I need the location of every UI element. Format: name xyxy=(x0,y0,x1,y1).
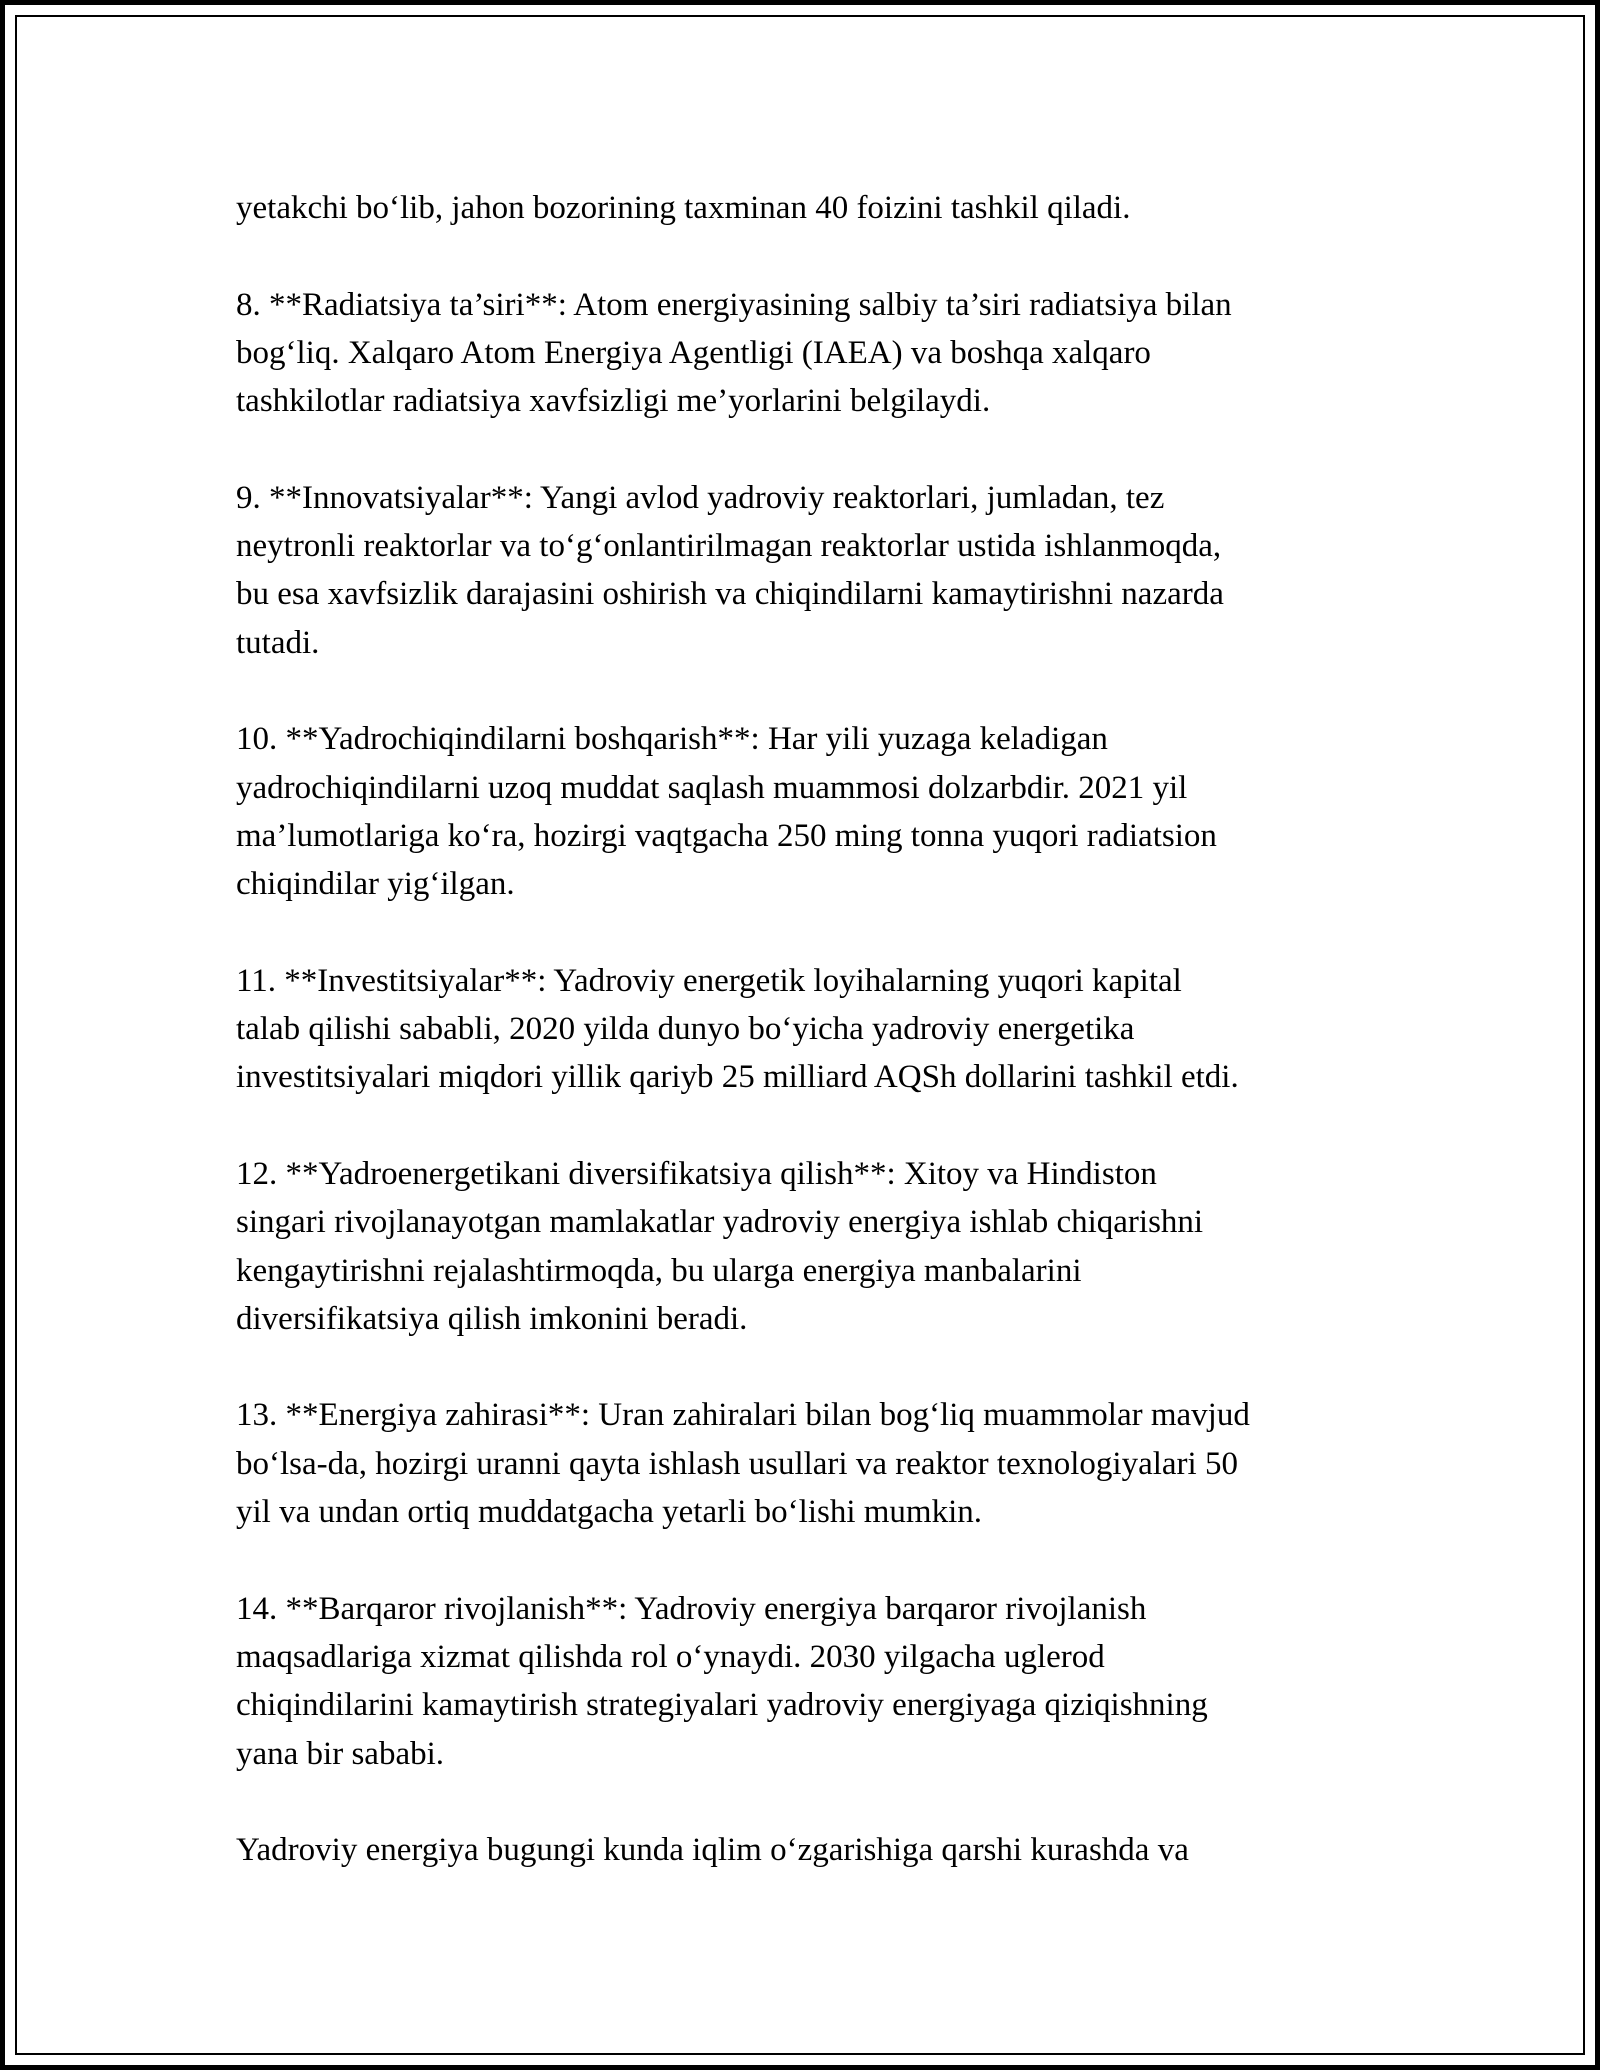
text-line: yadrochiqindilarni uzoq muddat saqlash muammosi dolzarbdir. 2021 yil xyxy=(236,769,1188,806)
text-line: yana bir sababi. xyxy=(236,1735,445,1772)
text-line: bo‘lsa-da, hozirgi uranni qayta ishlash usullari va reaktor texnologiyalari 50 xyxy=(236,1445,1238,1482)
paragraph-item-14 xyxy=(236,1585,1386,1778)
text-line: tashkilotlar radiatsiya xavfsizligi me’yorlarini belgilaydi. xyxy=(236,383,991,420)
text-line: 10. **Yadrochiqindilarni boshqarish**: Har yili yuzaga keladigan xyxy=(236,721,1108,758)
paragraph-item-12 xyxy=(236,1150,1386,1343)
text-line: talab qilishi sababli, 2020 yilda dunyo bo‘yicha yadroviy energetika xyxy=(236,1011,1135,1048)
text-line: ma’lumotlariga ko‘ra, hozirgi vaqtgacha 250 ming tonna yuqori radiatsion xyxy=(236,817,1217,854)
text-line: singari rivojlanayotgan mamlakatlar yadroviy energiya ishlab chiqarishni xyxy=(236,1204,1204,1241)
text-line: yil va undan ortiq muddatgacha yetarli bo‘lishi mumkin. xyxy=(236,1494,983,1531)
text-line: chiqindilar yig‘ilgan. xyxy=(236,866,515,903)
document-body xyxy=(236,184,1386,1923)
text-line: diversifikatsiya qilish imkonini beradi. xyxy=(236,1300,748,1337)
text-line: 11. **Investitsiyalar**: Yadroviy energetik loyihalarning yuqori kapital xyxy=(236,962,1182,999)
text-line: investitsiyalari miqdori yillik qariyb 25 milliard AQSh dollarini tashkil etdi. xyxy=(236,1059,1239,1096)
text-line: tutadi. xyxy=(236,624,320,661)
text-line: bog‘liq. Xalqaro Atom Energiya Agentligi (IAEA) va boshqa xalqaro xyxy=(236,334,1151,371)
text-line: 13. **Energiya zahirasi**: Uran zahiralari bilan bog‘liq muammolar mavjud xyxy=(236,1397,1250,1434)
text-line: maqsadlariga xizmat qilishda rol o‘ynaydi. 2030 yilgacha uglerod xyxy=(236,1638,1105,1675)
paragraph-item-13 xyxy=(236,1391,1386,1536)
text-line: bu esa xavfsizlik darajasini oshirish va chiqindilarni kamaytirishni nazarda xyxy=(236,576,1224,613)
paragraph-item-8 xyxy=(236,281,1386,426)
paragraph-conclusion xyxy=(236,1826,1386,1874)
paragraph-item-9 xyxy=(236,474,1386,667)
text-line: 9. **Innovatsiyalar**: Yangi avlod yadroviy reaktorlari, jumladan, tez xyxy=(236,479,1165,516)
text-line: Yadroviy energiya bugungi kunda iqlim o‘zgarishiga qarshi kurashda va xyxy=(236,1832,1189,1869)
text-line: 12. **Yadroenergetikani diversifikatsiya qilish**: Xitoy va Hindiston xyxy=(236,1155,1157,1192)
text-line: kengaytirishni rejalashtirmoqda, bu ularga energiya manbalarini xyxy=(236,1252,1082,1289)
text-line: 14. **Barqaror rivojlanish**: Yadroviy energiya barqaror rivojlanish xyxy=(236,1590,1147,1627)
text-line: yetakchi bo‘lib, jahon bozorining taxminan 40 foizini tashkil qiladi. xyxy=(236,190,1131,226)
text-line: 8. **Radiatsiya ta’siri**: Atom energiyasining salbiy ta’siri radiatsiya bilan xyxy=(236,286,1232,323)
text-line: neytronli reaktorlar va to‘g‘onlantirilmagan reaktorlar ustida ishlanmoqda, xyxy=(236,528,1222,565)
paragraph-continuation xyxy=(236,184,1386,232)
text-line: chiqindilarini kamaytirish strategiyalari yadroviy energiyaga qiziqishning xyxy=(236,1687,1208,1724)
paragraph-item-11 xyxy=(236,957,1386,1102)
paragraph-item-10 xyxy=(236,715,1386,908)
